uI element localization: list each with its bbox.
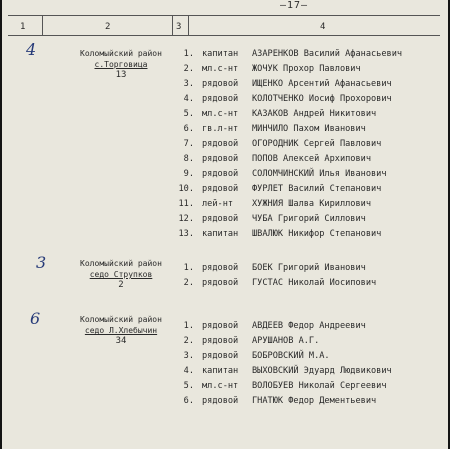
- person-name: ВОЛОБУЕВ Николай Сергеевич: [252, 381, 387, 391]
- page-number: —17—: [280, 0, 309, 11]
- person-name: ОГОРОДНИК Сергей Павлович: [252, 139, 382, 149]
- row-number: 2.: [183, 336, 194, 346]
- header-rule-top: [8, 15, 440, 16]
- row-number: 10.: [178, 184, 194, 194]
- person-name: КАЗАКОВ Андрей Никитович: [252, 109, 377, 119]
- row-number: 9.: [183, 169, 194, 179]
- handwritten-mark: 6: [30, 309, 41, 328]
- person-name: АРУШАНОВ А.Г.: [252, 336, 320, 346]
- person-count: 2: [118, 280, 124, 290]
- person-name: ХУЖНИЯ Шалва Кириллович: [252, 199, 371, 209]
- rank: капитан: [202, 49, 239, 59]
- rank: гв.л-нт: [202, 124, 239, 134]
- person-name: ИЩЕНКО Арсентий Афанасьевич: [252, 79, 392, 89]
- row-number: 12.: [178, 214, 194, 224]
- rank: лей-нт: [202, 199, 234, 209]
- document-page: [2, 0, 448, 449]
- column-divider: [42, 15, 43, 36]
- location-block: [54, 314, 188, 347]
- district-name: Коломыйский район: [80, 315, 162, 324]
- row-number: 5.: [183, 109, 194, 119]
- row-number: 1.: [183, 49, 194, 59]
- location-block: [54, 48, 188, 81]
- person-name: КОЛОТЧЕНКО Иосиф Прохорович: [252, 94, 392, 104]
- person-name: АЗАРЕНКОВ Василий Афанасьевич: [252, 49, 403, 59]
- rank: капитан: [202, 229, 239, 239]
- row-number: 4.: [183, 366, 194, 376]
- row-number: 6.: [183, 396, 194, 406]
- person-count: 34: [115, 336, 127, 346]
- row-number: 13.: [178, 229, 194, 239]
- person-name: МИНЧИЛО Пахом Иванович: [252, 124, 366, 134]
- row-number: 7.: [183, 139, 194, 149]
- row-number: 6.: [183, 124, 194, 134]
- column-number: 2: [105, 22, 111, 32]
- person-name: СОЛОМЧИНСКИЙ Илья Иванович: [252, 169, 387, 179]
- row-number: 2.: [183, 64, 194, 74]
- handwritten-mark: 4: [26, 40, 37, 59]
- person-name: ГУСТАС Николай Иосипович: [252, 278, 377, 288]
- person-name: АВДЕЕВ Федор Андреевич: [252, 321, 366, 331]
- column-divider: [172, 15, 173, 36]
- row-number: 2.: [183, 278, 194, 288]
- person-name: ШВАЛЮК Никифор Степанович: [252, 229, 382, 239]
- rank: капитан: [202, 366, 239, 376]
- person-name: БОБРОВСКИЙ М.А.: [252, 351, 330, 361]
- rank: рядовой: [202, 321, 239, 331]
- row-number: 5.: [183, 381, 194, 391]
- rank: мл.с-нт: [202, 64, 239, 74]
- district-name: Коломыйский район: [80, 49, 162, 58]
- row-number: 1.: [183, 263, 194, 273]
- rank: рядовой: [202, 214, 239, 224]
- person-count: 13: [115, 70, 127, 80]
- row-number: 3.: [183, 79, 194, 89]
- rank: рядовой: [202, 79, 239, 89]
- district-name: Коломыйский район: [80, 259, 162, 268]
- rank: рядовой: [202, 139, 239, 149]
- rank: рядовой: [202, 184, 239, 194]
- village-name: седо Струпков: [89, 270, 153, 279]
- person-name: БОЕК Григорий Иванович: [252, 263, 366, 273]
- rank: рядовой: [202, 94, 239, 104]
- rank: рядовой: [202, 169, 239, 179]
- column-number: 3: [176, 22, 182, 32]
- location-block: [54, 258, 188, 291]
- village-name: седо Л.Хлебычин: [84, 326, 158, 335]
- person-name: ЖОЧУК Прохор Павлович: [252, 64, 361, 74]
- rank: рядовой: [202, 351, 239, 361]
- rank: мл.с-нт: [202, 109, 239, 119]
- rank: рядовой: [202, 278, 239, 288]
- person-name: ЧУБА Григорий Силлович: [252, 214, 366, 224]
- handwritten-mark: 3: [36, 253, 47, 272]
- row-number: 3.: [183, 351, 194, 361]
- rank: рядовой: [202, 336, 239, 346]
- row-number: 11.: [178, 199, 194, 209]
- person-name: ГНАТЮК Федор Дементьевич: [252, 396, 377, 406]
- row-number: 1.: [183, 321, 194, 331]
- rank: рядовой: [202, 396, 239, 406]
- person-name: ВЫХОВСКИЙ Эдуард Людвикович: [252, 366, 392, 376]
- row-number: 4.: [183, 94, 194, 104]
- header-rule-bottom: [8, 35, 440, 36]
- person-name: ФУРЛЕТ Василий Степанович: [252, 184, 382, 194]
- column-divider: [188, 15, 189, 36]
- rank: рядовой: [202, 263, 239, 273]
- row-number: 8.: [183, 154, 194, 164]
- column-number: 4: [320, 22, 326, 32]
- column-number: 1: [20, 22, 26, 32]
- rank: рядовой: [202, 154, 239, 164]
- village-name: с.Торговица: [94, 60, 148, 69]
- rank: мл.с-нт: [202, 381, 239, 391]
- person-name: ПОПОВ Алексей Архипович: [252, 154, 371, 164]
